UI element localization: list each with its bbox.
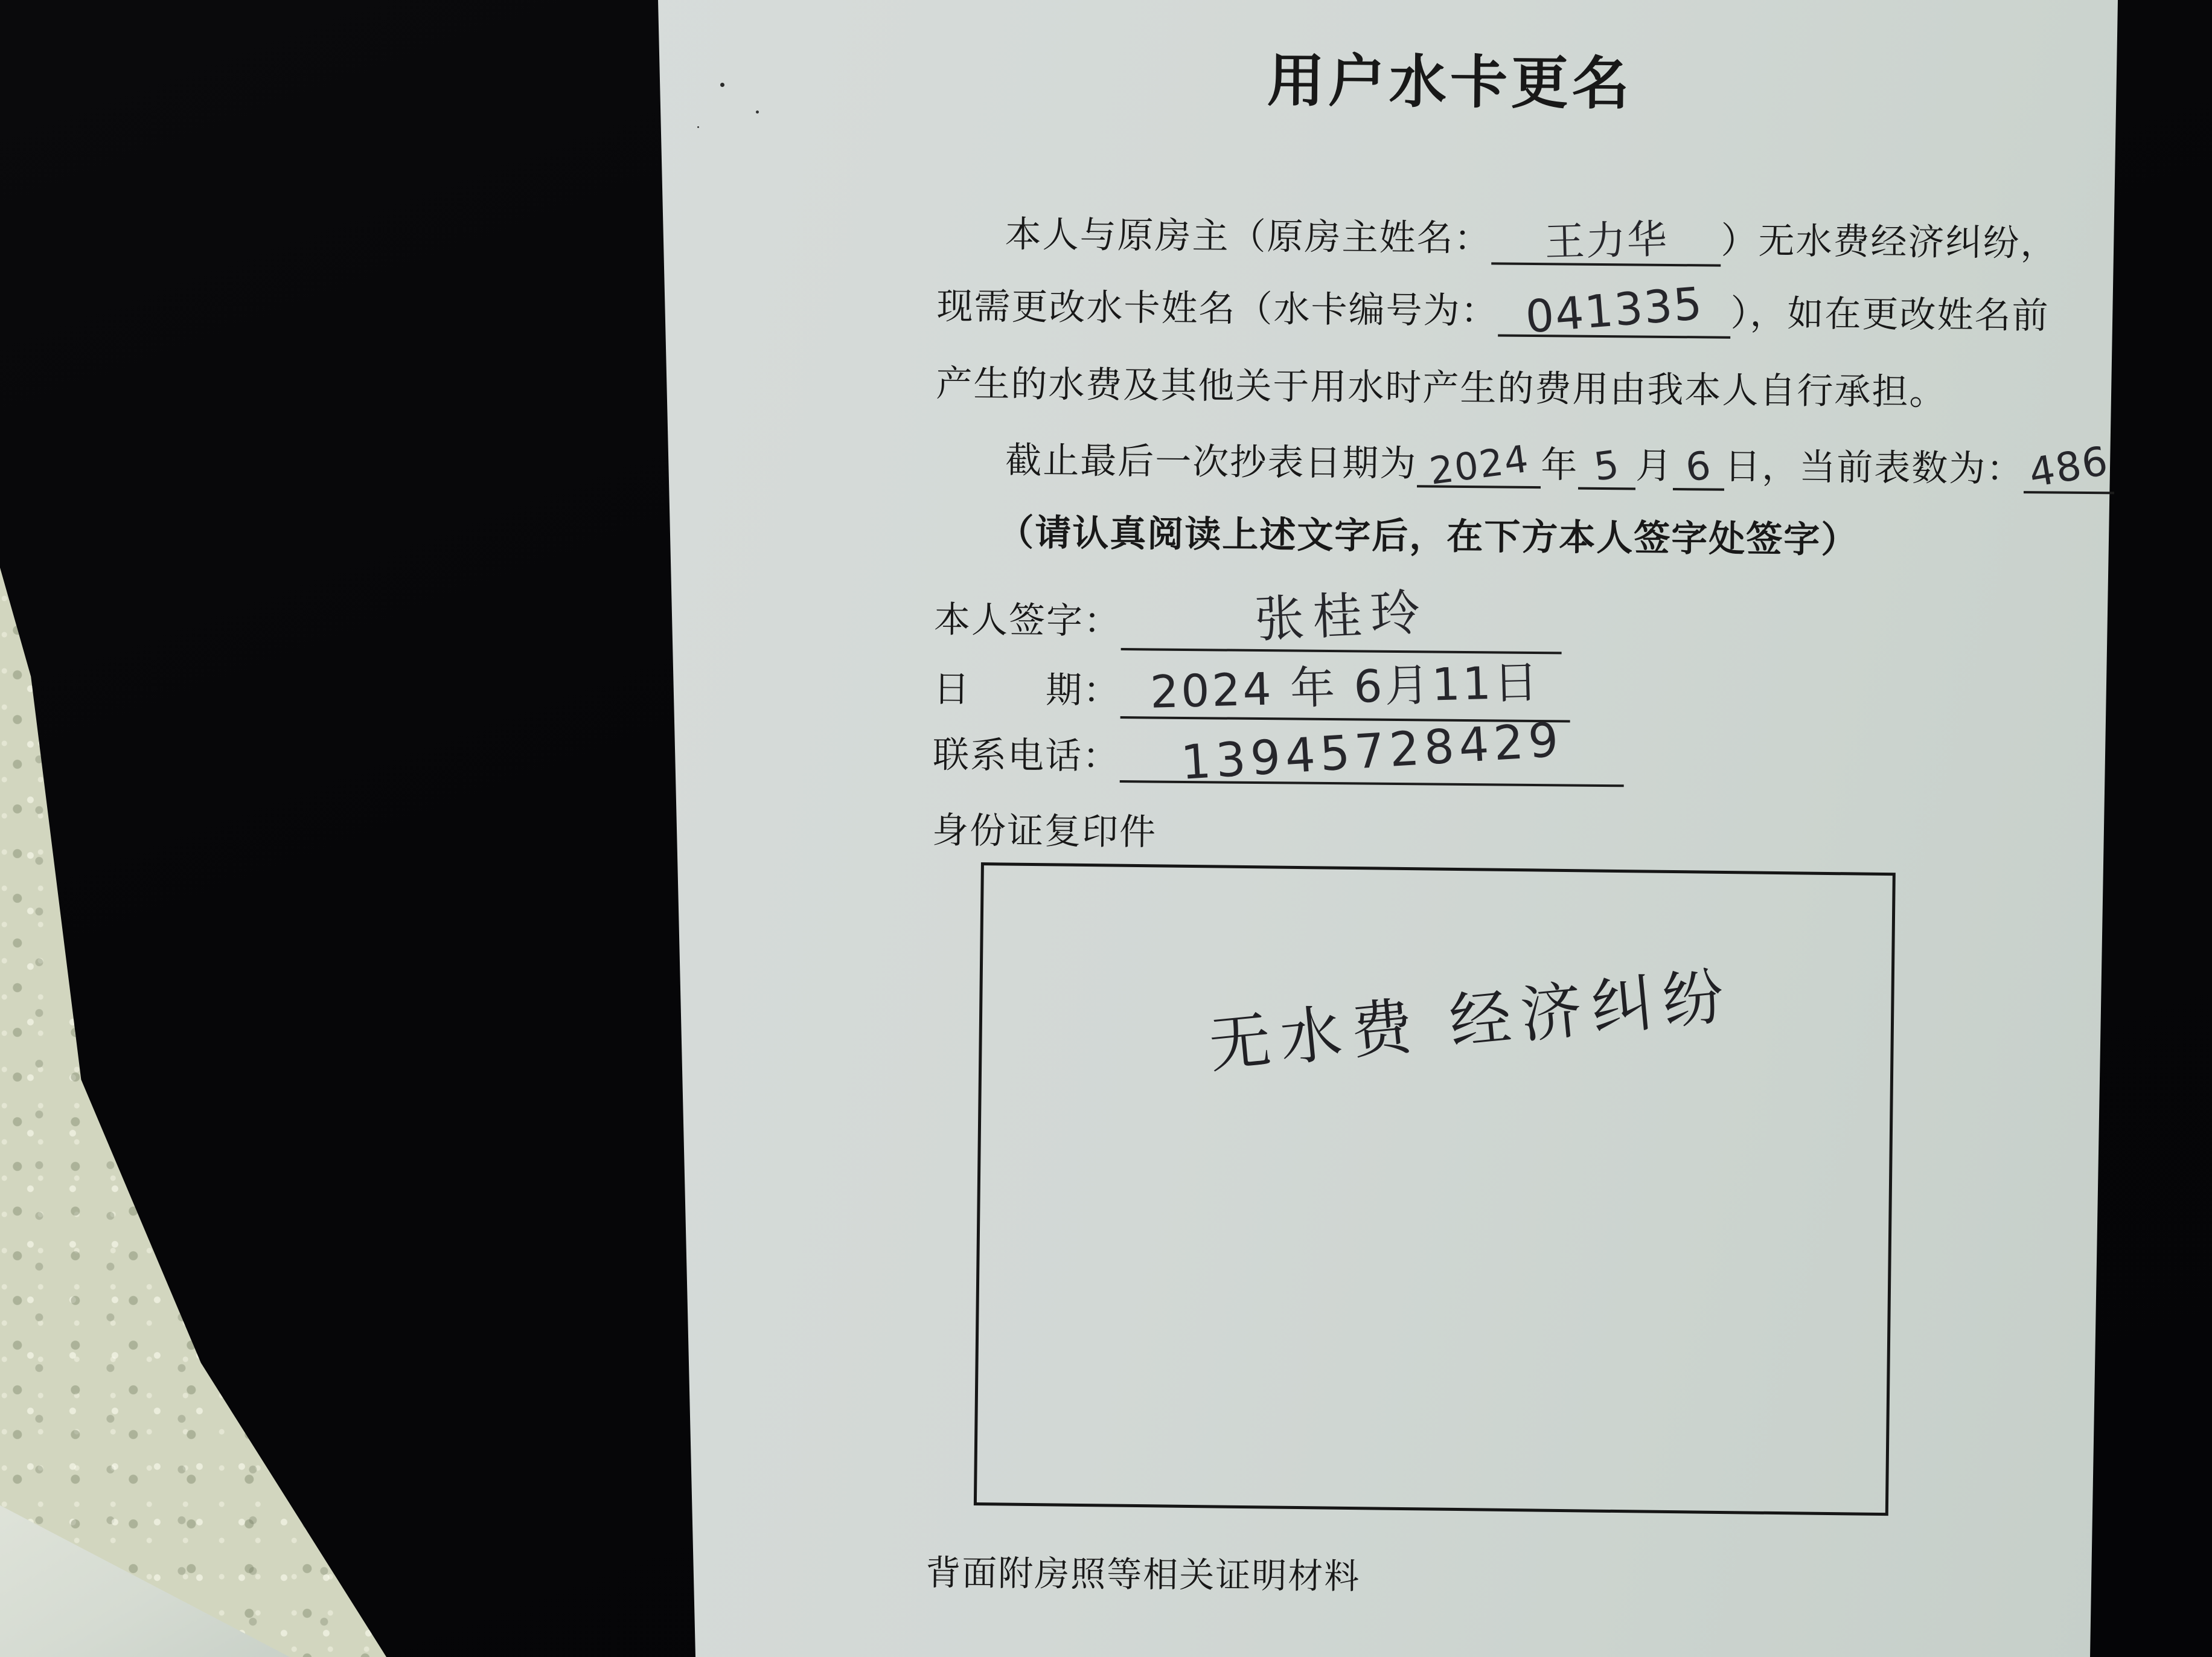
phone-label: 联系电话： xyxy=(932,734,1120,777)
handwritten-signature: 张桂玲 xyxy=(1253,583,1430,649)
date-field xyxy=(933,650,1571,722)
handwritten-date: 2024 年 6月11日 xyxy=(1149,656,1541,719)
handwritten-card-number: 041335 xyxy=(1524,277,1705,344)
meter-month-blank xyxy=(1578,443,1636,490)
meter-day-label: 日， xyxy=(1724,446,1800,487)
phone-blank xyxy=(1120,713,1625,790)
handwritten-month: 5 xyxy=(1591,442,1623,490)
handwritten-day: 6 xyxy=(1683,443,1715,491)
box-note-gap xyxy=(1424,1043,1452,1046)
signature-blank xyxy=(1121,577,1562,654)
handwritten-reading: 486 xyxy=(2025,437,2112,497)
meter-day-blank xyxy=(1673,443,1725,491)
box-note-part2: 经济纠纷 xyxy=(1446,961,1737,1057)
id-copy-box xyxy=(974,862,1896,1516)
p2-printed-prefix: 现需更改水卡姓名（水卡编号为： xyxy=(936,286,1498,332)
p1-printed-prefix: 本人与原房主（原房主姓名： xyxy=(1005,214,1492,259)
p1-printed-suffix: ）无水费经济纠纷， xyxy=(1721,220,2058,264)
card-number-blank xyxy=(1498,277,1731,344)
meter-printed-prefix: 截止最后一次抄表日期为 xyxy=(1005,440,1418,484)
handwritten-year: 2024 xyxy=(1427,436,1532,493)
owner-name-blank xyxy=(1491,205,1721,266)
meter-reading-blank xyxy=(2024,437,2115,497)
handwritten-phone: 13945728429 xyxy=(1179,713,1565,790)
signature-field xyxy=(934,575,1562,654)
box-note-part1: 无水费 xyxy=(1206,991,1425,1080)
date-blank xyxy=(1120,652,1571,722)
paragraph-line-1 xyxy=(1005,200,2058,269)
footer-note: 背面附房照等相关证明材料 xyxy=(925,1553,1361,1597)
phone-field xyxy=(932,713,1625,790)
meter-reading-line xyxy=(1005,431,2115,497)
p2-printed-suffix: ），如在更改姓名前 xyxy=(1730,292,2050,336)
signature-label: 本人签字： xyxy=(933,599,1122,642)
read-carefully-notice: （请认真阅读上述文字后，在下方本人签字处签字） xyxy=(997,512,1859,560)
handwritten-owner-name: 王力华 xyxy=(1544,216,1669,266)
paragraph-line-3: 产生的水费及其他关于用水时产生的费用由我本人自行承担。 xyxy=(936,363,1947,412)
date-label: 日 期： xyxy=(933,668,1121,711)
id-copy-label: 身份证复印件 xyxy=(932,810,1157,853)
meter-year-blank xyxy=(1417,436,1541,493)
form-title: 用户水卡更名 xyxy=(1267,49,1634,117)
meter-reading-label: 当前表数为： xyxy=(1799,446,2024,490)
meter-month-label: 月 xyxy=(1635,445,1673,486)
meter-year-label: 年 xyxy=(1541,444,1579,486)
paragraph-line-2 xyxy=(936,277,2050,344)
